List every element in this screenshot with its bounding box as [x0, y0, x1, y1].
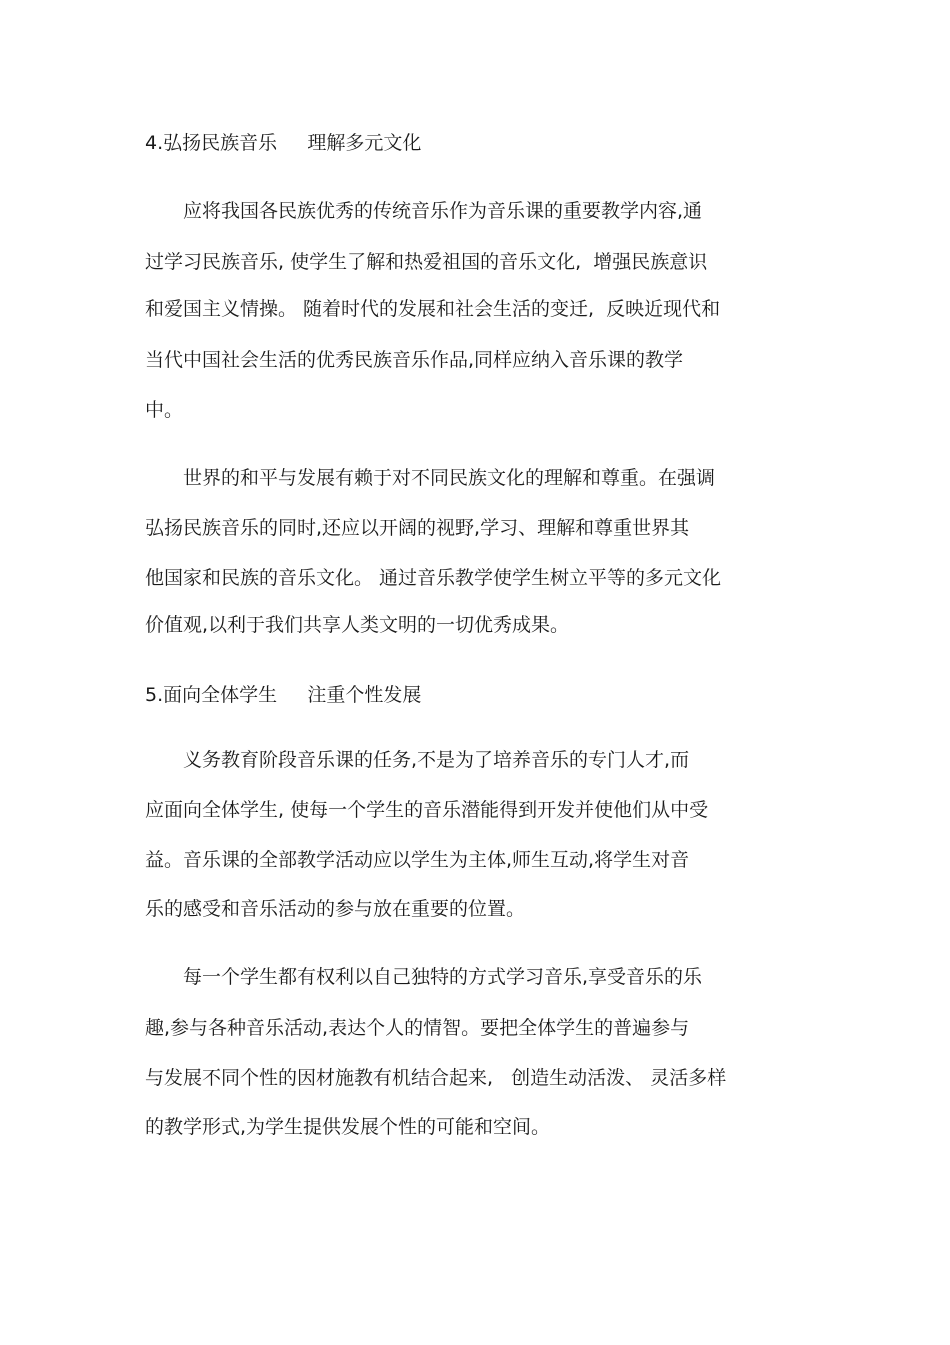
paragraph-line: 与发展不同个性的因材施教有机结合起来, 创造生动活泼、 灵活多样	[145, 1067, 727, 1089]
paragraph-line: 乐的感受和音乐活动的参与放在重要的位置。	[145, 898, 526, 920]
section-heading-5: 5.面向全体学生 注重个性发展	[145, 684, 422, 706]
paragraph-line: 趣,参与各种音乐活动,表达个人的情智。要把全体学生的普遍参与	[145, 1017, 690, 1039]
paragraph-line: 他国家和民族的音乐文化。 通过音乐教学使学生树立平等的多元文化	[145, 567, 722, 589]
paragraph-line: 应面向全体学生, 使每一个学生的音乐潜能得到开发并使他们从中受	[145, 799, 709, 821]
paragraph-line: 世界的和平与发展有赖于对不同民族文化的理解和尊重。在强调	[183, 467, 716, 489]
section-heading-4: 4.弘扬民族音乐 理解多元文化	[145, 132, 422, 154]
paragraph-line: 当代中国社会生活的优秀民族音乐作品,同样应纳入音乐课的教学	[145, 349, 684, 371]
paragraph-line: 价值观,以利于我们共享人类文明的一切优秀成果。	[145, 614, 570, 636]
paragraph-line: 和爱国主义情操。 随着时代的发展和社会生活的变迁, 反映近现代和	[145, 298, 721, 320]
paragraph-line: 应将我国各民族优秀的传统音乐作为音乐课的重要教学内容,通	[183, 200, 703, 222]
paragraph-line: 过学习民族音乐, 使学生了解和热爱祖国的音乐文化, 增强民族意识	[145, 251, 708, 273]
paragraph-line: 义务教育阶段音乐课的任务,不是为了培养音乐的专门人才,而	[183, 749, 690, 771]
paragraph-line: 弘扬民族音乐的同时,还应以开阔的视野,学习、理解和尊重世界其	[145, 517, 690, 539]
paragraph-line: 中。	[145, 399, 184, 421]
paragraph-line: 益。音乐课的全部教学活动应以学生为主体,师生互动,将学生对音	[145, 849, 690, 871]
paragraph-line: 每一个学生都有权利以自己独特的方式学习音乐,享受音乐的乐	[183, 966, 703, 988]
paragraph-line: 的教学形式,为学生提供发展个性的可能和空间。	[145, 1116, 551, 1138]
